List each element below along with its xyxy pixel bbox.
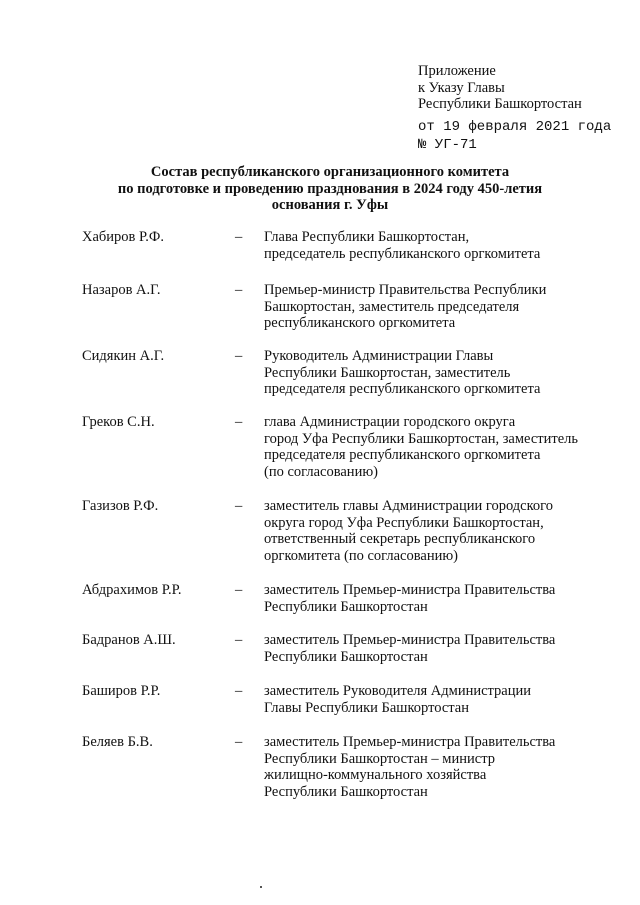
role-line: Республики Башкортостан bbox=[264, 648, 428, 665]
role-line: Республики Башкортостан, заместитель bbox=[264, 364, 511, 381]
role-line: город Уфа Республики Башкортостан, заместитель bbox=[264, 430, 578, 447]
role-line: заместитель главы Администрации городского bbox=[264, 498, 553, 514]
role-line: Республики Башкортостан bbox=[264, 598, 428, 615]
member-name: Бадранов А.Ш. bbox=[82, 632, 176, 648]
member-role bbox=[264, 282, 604, 332]
role-line: Премьер-министр Правительства Республики bbox=[264, 282, 547, 298]
appendix-block bbox=[418, 63, 582, 113]
role-line: заместитель Премьер-министра Правительства bbox=[264, 582, 556, 598]
member-name: Беляев Б.В. bbox=[82, 734, 153, 750]
role-line: Башкортостан, заместитель председателя bbox=[264, 298, 520, 315]
member-name: Назаров А.Г. bbox=[82, 282, 161, 298]
member-dash: – bbox=[235, 683, 243, 699]
member-dash: – bbox=[235, 632, 243, 648]
role-line: республиканского оргкомитета bbox=[264, 315, 456, 331]
member-role bbox=[264, 229, 604, 262]
member-dash: – bbox=[235, 229, 243, 245]
appendix-line: к Указу Главы bbox=[418, 79, 505, 96]
member-name: Хабиров Р.Ф. bbox=[82, 229, 164, 245]
role-line: Главы Республики Башкортостан bbox=[264, 699, 469, 716]
member-dash: – bbox=[235, 414, 243, 430]
role-line: округа город Уфа Республики Башкортостан, bbox=[264, 514, 544, 531]
role-line: Республики Башкортостан bbox=[264, 783, 428, 800]
role-line: глава Администрации городского округа bbox=[264, 414, 516, 430]
role-line: Руководитель Администрации Главы bbox=[264, 348, 494, 364]
decree-number: № УГ-71 bbox=[418, 137, 477, 153]
member-name: Греков С.Н. bbox=[82, 414, 155, 430]
member-name: Баширов Р.Р. bbox=[82, 683, 161, 699]
member-dash: – bbox=[235, 282, 243, 298]
member-role bbox=[264, 414, 604, 480]
role-line: председателя республиканского оргкомитета bbox=[264, 447, 541, 463]
role-line: Республики Башкортостан – министр bbox=[264, 750, 495, 767]
title-line: основания г. Уфы bbox=[271, 197, 389, 213]
member-dash: – bbox=[235, 734, 243, 750]
role-line: (по согласованию) bbox=[264, 463, 378, 480]
role-line: председателя республиканского оргкомитета bbox=[264, 381, 541, 397]
role-line: ответственный секретарь республиканского bbox=[264, 531, 536, 547]
member-name: Абдрахимов Р.Р. bbox=[82, 582, 182, 598]
member-role bbox=[264, 582, 604, 615]
member-role bbox=[264, 683, 604, 716]
role-line: заместитель Руководителя Администрации bbox=[264, 683, 532, 699]
member-dash: – bbox=[235, 582, 243, 598]
decree-date: от 19 февраля 2021 года bbox=[418, 119, 612, 135]
member-role bbox=[264, 498, 604, 564]
title-line: по подготовке и проведению празднования в 2024 году 450-летия bbox=[117, 180, 543, 197]
member-dash: – bbox=[235, 348, 243, 364]
scan-speck bbox=[260, 886, 262, 888]
member-role bbox=[264, 734, 604, 800]
role-line: председатель республиканского оргкомитета bbox=[264, 245, 541, 262]
title-line: Состав республиканского организационного комитета bbox=[150, 164, 510, 180]
role-line: заместитель Премьер-министра Правительства bbox=[264, 632, 556, 648]
role-line: заместитель Премьер-министра Правительства bbox=[264, 734, 556, 750]
role-line: жилищно-коммунального хозяйства bbox=[264, 767, 487, 783]
decree-meta bbox=[418, 118, 611, 154]
appendix-line: Республики Башкортостан bbox=[418, 96, 582, 112]
member-name: Газизов Р.Ф. bbox=[82, 498, 159, 514]
appendix-line: Приложение bbox=[418, 63, 496, 79]
role-line: оргкомитета (по согласованию) bbox=[264, 547, 459, 564]
member-name: Сидякин А.Г. bbox=[82, 348, 165, 364]
member-role bbox=[264, 632, 604, 665]
role-line: Глава Республики Башкортостан, bbox=[264, 229, 470, 245]
member-role bbox=[264, 348, 604, 398]
document-title bbox=[60, 164, 600, 214]
member-dash: – bbox=[235, 498, 243, 514]
